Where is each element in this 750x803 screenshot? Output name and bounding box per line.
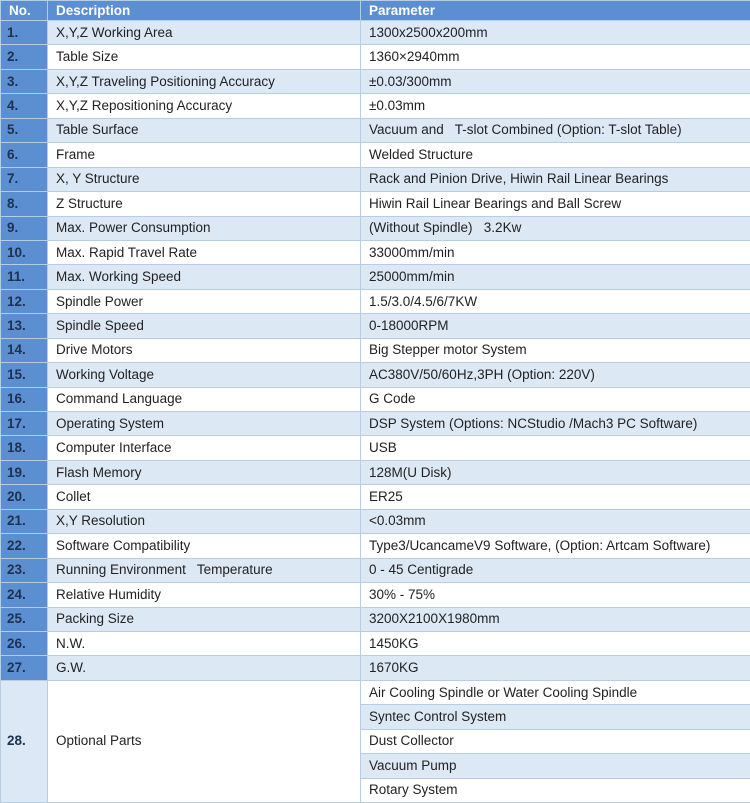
header-row (1, 1, 750, 21)
row-description: Table Surface (48, 118, 361, 142)
row-number: 3. (1, 69, 48, 93)
table-row (1, 143, 750, 167)
header-no: No. (1, 1, 48, 21)
row-description: G.W. (48, 656, 361, 680)
row-parameter: AC380V/50/60Hz,3PH (Option: 220V) (361, 363, 750, 387)
row-parameter: 0-18000RPM (361, 314, 750, 338)
table-row (1, 607, 750, 631)
row-number: 7. (1, 167, 48, 191)
row-parameter: Big Stepper motor System (361, 338, 750, 362)
row-number: 2. (1, 45, 48, 69)
row-number: 23. (1, 558, 48, 582)
row-number: 11. (1, 265, 48, 289)
header-parameter: Parameter (361, 1, 750, 21)
row-description: Max. Working Speed (48, 265, 361, 289)
table-row (1, 558, 750, 582)
table-row (1, 436, 750, 460)
table-row (1, 631, 750, 655)
row-parameter: 30% - 75% (361, 583, 750, 607)
table-row (1, 534, 750, 558)
row-parameter: 1300x2500x200mm (361, 21, 750, 45)
row-number: 12. (1, 289, 48, 313)
row-description: Packing Size (48, 607, 361, 631)
row-parameter: DSP System (Options: NCStudio /Mach3 PC Software) (361, 412, 750, 436)
row-number: 6. (1, 143, 48, 167)
optional-part-item: Vacuum Pump (361, 754, 750, 778)
row-number: 19. (1, 460, 48, 484)
row-number: 20. (1, 485, 48, 509)
row-parameter: (Without Spindle) 3.2Kw (361, 216, 750, 240)
table-row (1, 45, 750, 69)
table-row (1, 460, 750, 484)
row-number: 17. (1, 412, 48, 436)
row-parameter: <0.03mm (361, 509, 750, 533)
row-description: Collet (48, 485, 361, 509)
row-number: 16. (1, 387, 48, 411)
table-row (1, 118, 750, 142)
optional-part-item: Rotary System (361, 778, 750, 802)
row-description: Max. Power Consumption (48, 216, 361, 240)
row-number: 21. (1, 509, 48, 533)
row-number: 8. (1, 192, 48, 216)
row-parameter: 1670KG (361, 656, 750, 680)
row-parameter: USB (361, 436, 750, 460)
row-description: X,Y Resolution (48, 509, 361, 533)
optional-part-item: Syntec Control System (361, 705, 750, 729)
table-row (1, 338, 750, 362)
table-row (1, 240, 750, 264)
table-row (1, 265, 750, 289)
row-description: Software Compatibility (48, 534, 361, 558)
table-row (1, 583, 750, 607)
row-parameter: ±0.03mm (361, 94, 750, 118)
table-row (1, 192, 750, 216)
header-description: Description (48, 1, 361, 21)
table-row (1, 314, 750, 338)
row-description: Drive Motors (48, 338, 361, 362)
row-description: Z Structure (48, 192, 361, 216)
row-parameter: 25000mm/min (361, 265, 750, 289)
row-number: 9. (1, 216, 48, 240)
row-description: Max. Rapid Travel Rate (48, 240, 361, 264)
row-parameter: 0 - 45 Centigrade (361, 558, 750, 582)
table-row (1, 21, 750, 45)
row-number: 14. (1, 338, 48, 362)
row-number: 22. (1, 534, 48, 558)
row-parameter: 1.5/3.0/4.5/6/7KW (361, 289, 750, 313)
row-parameter: Type3/UcancameV9 Software, (Option: Artcam Software) (361, 534, 750, 558)
row-description: X, Y Structure (48, 167, 361, 191)
row-parameter: 3200X2100X1980mm (361, 607, 750, 631)
row-description: Computer Interface (48, 436, 361, 460)
row-parameter: 128M(U Disk) (361, 460, 750, 484)
table-row (1, 363, 750, 387)
row-parameter: 1360×2940mm (361, 45, 750, 69)
row-description: Operating System (48, 412, 361, 436)
row-description: Working Voltage (48, 363, 361, 387)
row-description: Frame (48, 143, 361, 167)
row-number: 15. (1, 363, 48, 387)
table-row (1, 216, 750, 240)
optional-part-item: Air Cooling Spindle or Water Cooling Spindle (361, 680, 750, 704)
row-parameter: 1450KG (361, 631, 750, 655)
row-number: 27. (1, 656, 48, 680)
row-description: Spindle Power (48, 289, 361, 313)
table-row (1, 387, 750, 411)
row-parameter: 33000mm/min (361, 240, 750, 264)
row-number: 1. (1, 21, 48, 45)
row-parameter: ±0.03/300mm (361, 69, 750, 93)
table-row (1, 509, 750, 533)
row-description: X,Y,Z Repositioning Accuracy (48, 94, 361, 118)
row-number: 4. (1, 94, 48, 118)
row-description: Table Size (48, 45, 361, 69)
row-number: 25. (1, 607, 48, 631)
row-parameter: Vacuum and T-slot Combined (Option: T-slot Table) (361, 118, 750, 142)
row-description: X,Y,Z Working Area (48, 21, 361, 45)
row-number: 5. (1, 118, 48, 142)
table-row (1, 289, 750, 313)
row-parameter: Welded Structure (361, 143, 750, 167)
row-description: Command Language (48, 387, 361, 411)
row-parameter: ER25 (361, 485, 750, 509)
table-row (1, 167, 750, 191)
table-row (1, 485, 750, 509)
optional-part-item: Dust Collector (361, 729, 750, 753)
row-number: 24. (1, 583, 48, 607)
row-description: Running Environment Temperature (48, 558, 361, 582)
row-description: Spindle Speed (48, 314, 361, 338)
row-number: 10. (1, 240, 48, 264)
optional-parts-row (1, 680, 750, 704)
table-row (1, 656, 750, 680)
row-parameter: Hiwin Rail Linear Bearings and Ball Screw (361, 192, 750, 216)
row-parameter: G Code (361, 387, 750, 411)
row-parameter: Rack and Pinion Drive, Hiwin Rail Linear Bearings (361, 167, 750, 191)
row-number: 26. (1, 631, 48, 655)
optional-parts-label: Optional Parts (48, 680, 361, 802)
optional-parts-number: 28. (1, 680, 48, 802)
table-row (1, 412, 750, 436)
row-number: 13. (1, 314, 48, 338)
row-number: 18. (1, 436, 48, 460)
row-description: Relative Humidity (48, 583, 361, 607)
row-description: X,Y,Z Traveling Positioning Accuracy (48, 69, 361, 93)
row-description: Flash Memory (48, 460, 361, 484)
table-row (1, 94, 750, 118)
row-description: N.W. (48, 631, 361, 655)
table-row (1, 69, 750, 93)
